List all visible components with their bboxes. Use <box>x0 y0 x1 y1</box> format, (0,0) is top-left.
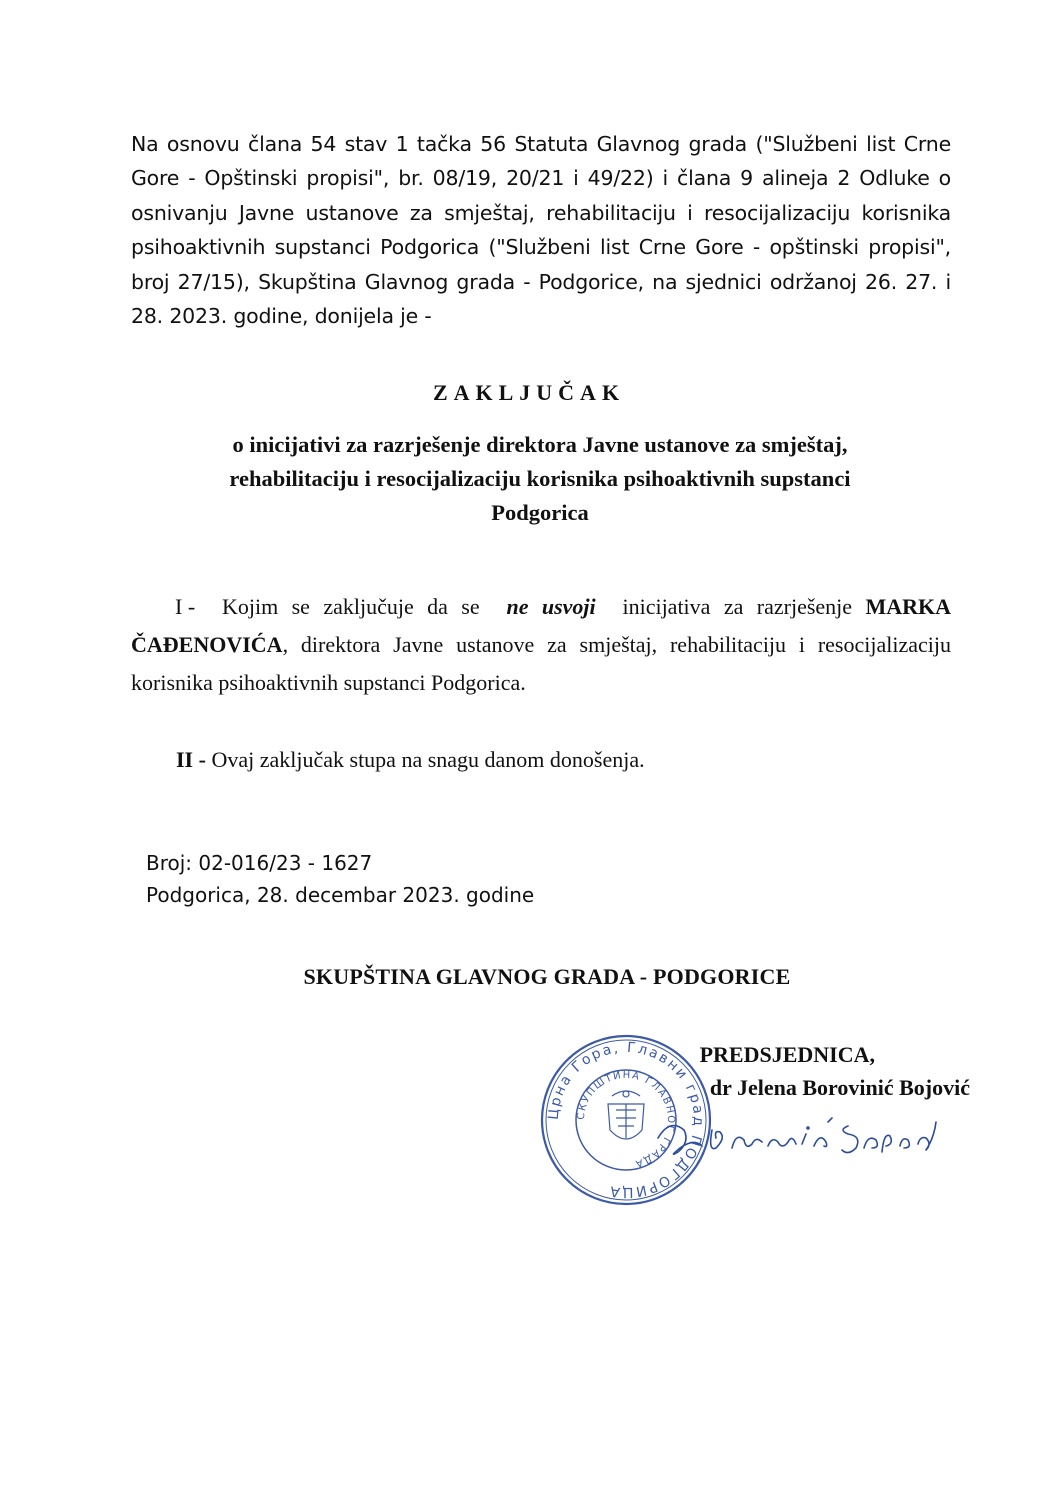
item-1-text-b: inicijativa za razrješenje <box>622 594 853 619</box>
signatory-block <box>640 1038 970 1104</box>
item-1-numeral: I - <box>175 594 196 619</box>
subject-line-1: o inicijativi za razrješenje direktora Javne ustanove za smještaj, <box>232 432 848 457</box>
reference-number: Broj: 02-016/23 - 1627 <box>146 851 373 875</box>
subject-line-2: rehabilitaciju i resocijalizaciju korisnika psihoaktivnih supstanci <box>229 466 851 491</box>
seal-inner-text: СКУПШТИНА ГЛАВНОГ ГРАДА <box>575 1069 677 1170</box>
decision-item-2 <box>176 745 956 775</box>
signatory-role: PREDSJEDNICA, <box>699 1042 875 1067</box>
seal-ring-text: Црна Гора, Главни град ПОДГОРИЦА <box>545 1039 707 1201</box>
document-subject <box>150 428 930 530</box>
item-1-name: MARKA ČAĐENOVIĆA <box>131 594 951 657</box>
handwritten-signature <box>650 1108 950 1168</box>
item-2-text: Ovaj zaključak stupa na snagu danom donošenja. <box>211 747 645 772</box>
subject-line-3: Podgorica <box>491 500 589 525</box>
issuing-body: SKUPŠTINA GLAVNOG GRADA - PODGORICE <box>303 964 791 989</box>
reference-block <box>146 847 746 911</box>
signatory-name: dr Jelena Borovinić Bojović <box>709 1075 970 1100</box>
preamble-paragraph: Na osnovu člana 54 stav 1 tačka 56 Statuta Glavnog grada ("Službeni list Crne Gore - Opštinski propisi", br. 08/19, 20/21 i 49/22) i člana 9 alineja 2 Odluke o osnivanju Javne ustanove za smještaj, rehabilitaciju i resocijalizaciju korisnika psihoaktivnih supstanci Podgorica ("Službeni list Crne Gore - opštinski propisi", broj 27/15), Skupština Glavnog grada - Podgorice, na sjednici održanoj 26. 27. i 28. 2023. godine, donijela je - <box>131 132 951 329</box>
decision-item-1 <box>131 588 951 702</box>
item-1-emphasis: ne usvoji <box>506 594 596 619</box>
document-title: ZAKLJUČAK <box>432 380 626 405</box>
reference-place-date: Podgorica, 28. decembar 2023. godine <box>146 883 535 907</box>
item-2-numeral: II - <box>176 747 206 772</box>
coat-of-arms-icon <box>608 1091 644 1139</box>
item-1-text-c: , direktora Javne ustanove za smještaj, rehabilitaciju i resocijalizaciju korisnika psihoaktivnih supstanci Podgorica. <box>131 632 951 695</box>
item-1-text-a: Kojim se zaključuje da se <box>221 594 480 619</box>
